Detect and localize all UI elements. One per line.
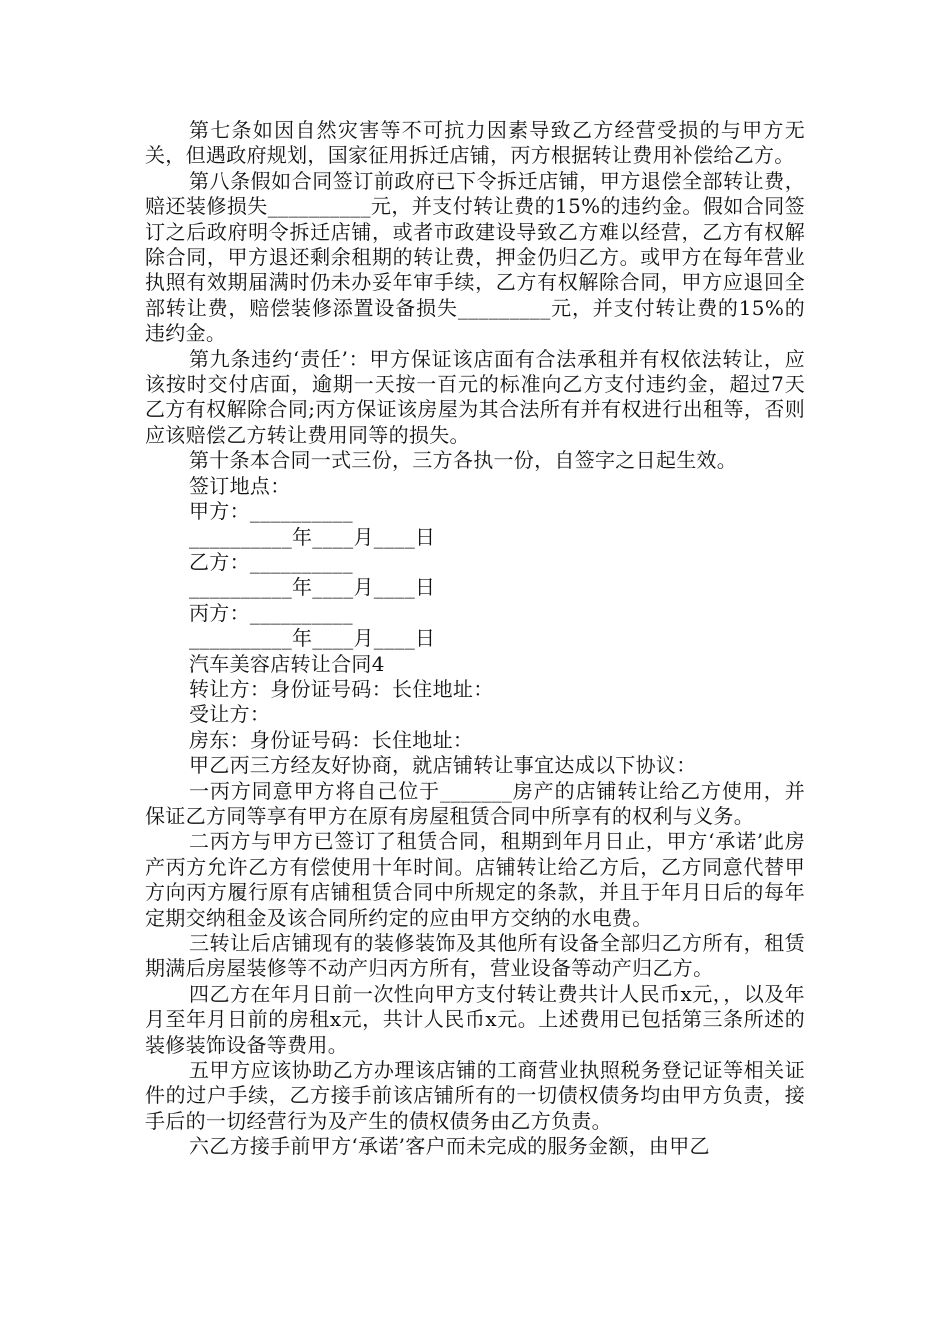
article-1: 一丙方同意甲方将自己位于_______房产的店铺转让给乙方使用，并保证乙方同等享有甲方在原有房屋租赁合同中所享有的权利与义务。 bbox=[145, 778, 805, 828]
article-6: 六乙方接手前甲方‘承诺’客户而未完成的服务金额，由甲乙 bbox=[189, 1134, 710, 1159]
agreement-intro: 甲乙丙三方经友好协商，就店铺转让事宜达成以下协议： bbox=[189, 753, 697, 778]
clause-9: 第九条违约‘责任’：甲方保证该店面有合法承租并有权依法转让，应该按时交付店面，逾期一天按一百元的标准向乙方支付违约金，超过7天乙方有权解除合同;丙方保证该房屋为其合法所有并有权进行出租等，否则应该赔偿乙方转让费用同等的损失。 bbox=[145, 346, 805, 447]
article-5: 五甲方应该协助乙方办理该店铺的工商营业执照税务登记证等相关证件的过户手续，乙方接手前该店铺所有的一切债权债务均由甲方负责，接手后的一切经营行为及产生的债权债务由乙方负责。 bbox=[145, 1058, 805, 1133]
clause-7: 第七条如因自然灾害等不可抗力因素导致乙方经营受损的与甲方无关，但遇政府规划，国家征用拆迁店铺，丙方根据转让费用补偿给乙方。 bbox=[145, 118, 805, 168]
landlord-line: 房东：身份证号码：长住地址： bbox=[189, 727, 474, 752]
transferor-line: 转让方：身份证号码：长住地址： bbox=[189, 676, 494, 701]
party-a-signature: 甲方：__________ bbox=[189, 499, 353, 524]
document-page bbox=[145, 118, 805, 1160]
contract-title: 汽车美容店转让合同4 bbox=[189, 651, 385, 676]
party-a-date: __________年____月____日 bbox=[189, 524, 436, 549]
party-c-signature: 丙方：__________ bbox=[189, 600, 353, 625]
party-b-signature: 乙方：__________ bbox=[189, 549, 353, 574]
clause-10: 第十条本合同一式三份，三方各执一份，自签字之日起生效。 bbox=[189, 448, 738, 473]
transferee-line: 受让方： bbox=[189, 702, 271, 727]
party-b-date: __________年____月____日 bbox=[189, 575, 436, 600]
party-c-date: __________年____月____日 bbox=[189, 626, 436, 651]
article-2: 二丙方与甲方已签订了租赁合同，租期到年月日止，甲方‘承诺’此房产丙方允许乙方有偿使用十年时间。店铺转让给乙方后，乙方同意代替甲方向丙方履行原有店铺租赁合同中所规定的条款，并且于年月日后的每年定期交纳租金及该合同所约定的应由甲方交纳的水电费。 bbox=[145, 829, 805, 930]
article-3: 三转让后店铺现有的装修装饰及其他所有设备全部归乙方所有，租赁期满后房屋装修等不动产归丙方所有，营业设备等动产归乙方。 bbox=[145, 931, 805, 981]
article-4: 四乙方在年月日前一次性向甲方支付转让费共计人民币x元，，以及年月至年月日前的房租x元，共计人民币x元。上述费用已包括第三条所述的装修装饰设备等费用。 bbox=[145, 981, 805, 1057]
signing-location: 签订地点： bbox=[189, 473, 291, 498]
clause-8: 第八条假如合同签订前政府已下令拆迁店铺，甲方退偿全部转让费，赔还装修损失__________元，并支付转让费的15%的违约金。假如合同签订之后政府明令拆迁店铺，或者市政建设导致乙方难以经营，乙方有权解除合同，甲方退还剩余租期的转让费，押金仍归乙方。或甲方在每年营业执照有效期届满时仍未办妥年审手续，乙方有权解除合同，甲方应退回全部转让费，赔偿装修添置设备损失_________元，并支付转让费的15%的违约金。 bbox=[145, 168, 805, 346]
